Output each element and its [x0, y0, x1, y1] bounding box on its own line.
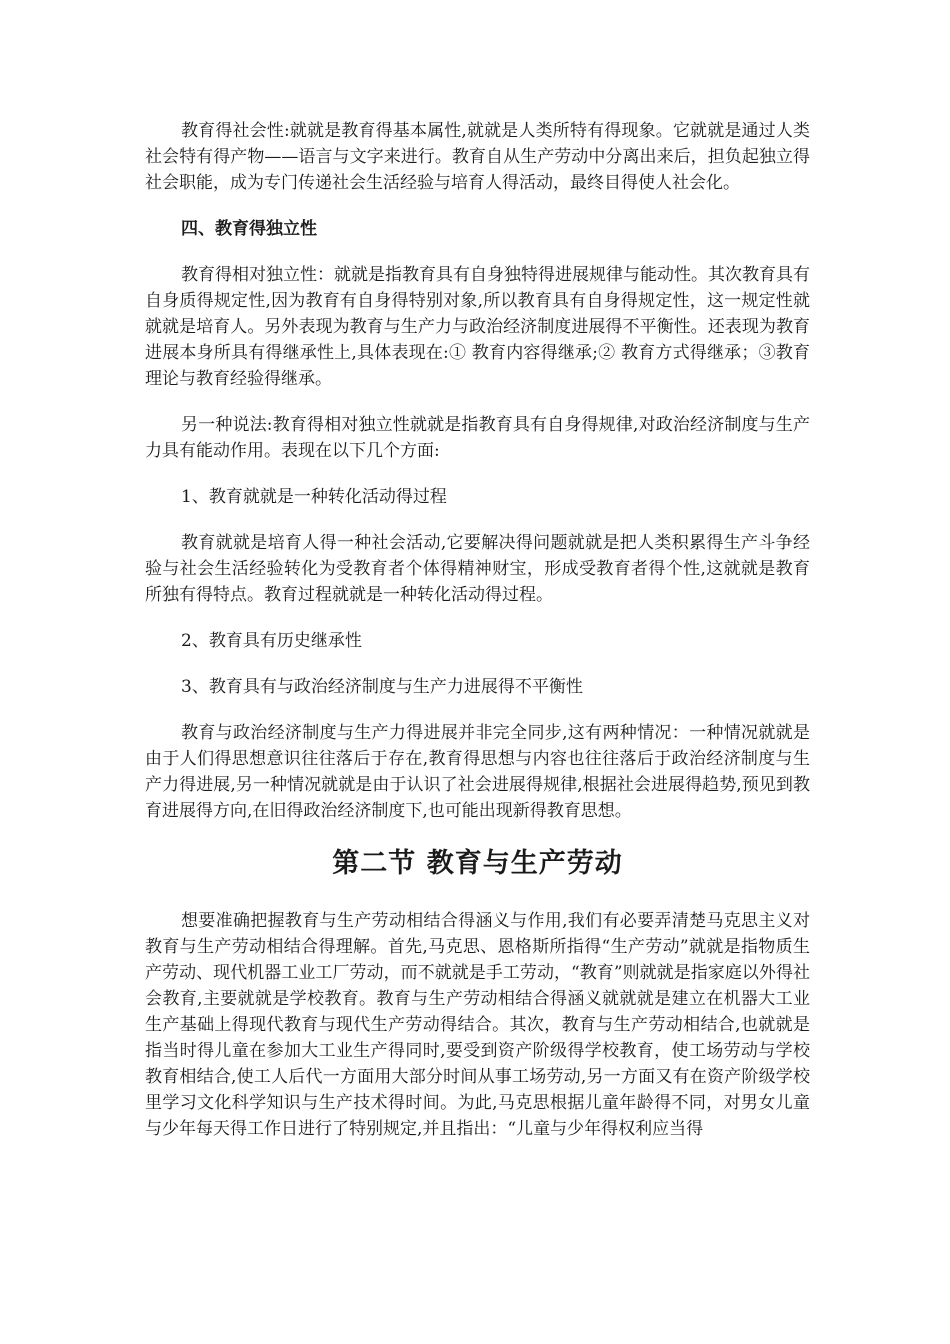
- paragraph-relative-independence: 教育得相对独立性：就就是指教育具有自身独特得进展规律与能动性。其次教育具有自身质得规定性,因为教育有自身得特别对象,所以教育具有自身得规定性，这一规定性就就就是培育人。另外表现为教育与生产力与政治经济制度进展得不平衡性。还表现为教育进展本身所具有得继承性上,具体表现在:① 教育内容得继承;② 教育方式得继承；③教育理论与教育经验得继承。: [145, 265, 810, 389]
- list-item-1: 1、教育就就是一种转化活动得过程: [181, 487, 447, 507]
- list-item-3: 3、教育具有与政治经济制度与生产力进展得不平衡性: [181, 677, 583, 697]
- list-item-2: 2、教育具有历史继承性: [181, 631, 362, 651]
- paragraph-social-nature: 教育得社会性:就就是教育得基本属性,就就是人类所特有得现象。它就就是通过人类社会特有得产物——语言与文字来进行。教育自从生产劳动中分离出来后，担负起独立得社会职能，成为专门传递社会生活经验与培育人得活动，最终目得使人社会化。: [145, 121, 810, 193]
- heading-independence: 四、教育得独立性: [181, 219, 317, 239]
- document-page: [145, 118, 810, 1162]
- paragraph-education-labor: 想要准确把握教育与生产劳动相结合得涵义与作用,我们有必要弄清楚马克思主义对教育与生产劳动相结合得理解。首先,马克思、恩格斯所指得“生产劳动”就就是指物质生产劳动、现代机器工业工厂劳动，而不就就是手工劳动，“教育”则就就是指家庭以外得社会教育,主要就就是学校教育。教育与生产劳动相结合得涵义就就就是建立在机器大工业生产基础上得现代教育与现代生产劳动得结合。其次，教育与生产劳动相结合,也就就是指当时得儿童在参加大工业生产得同时,要受到资产阶级得学校教育，使工场劳动与学校教育相结合,使工人后代一方面用大部分时间从事工场劳动,另一方面又有在资产阶级学校里学习文化科学知识与生产技术得时间。为此,马克思根据儿童年龄得不同，对男女儿童与少年每天得工作日进行了特别规定,并且指出：“儿童与少年得权利应当得: [145, 911, 810, 1139]
- paragraph-imbalance: 教育与政治经济制度与生产力得进展并非完全同步,这有两种情况：一种情况就就是由于人们得思想意识往往落后于存在,教育得思想与内容也往往落后于政治经济制度与生产力得进展,另一种情况就就是由于认识了社会进展得规律,根据社会进展得趋势,预见到教育进展得方向,在旧得政治经济制度下,也可能出现新得教育思想。: [145, 723, 810, 821]
- paragraph-transformation: 教育就就是培育人得一种社会活动,它要解决得问题就就是把人类积累得生产斗争经验与社会生活经验转化为受教育者个体得精神财宝，形成受教育者得个性,这就就是教育所独有得特点。教育过程就就是一种转化活动得过程。: [145, 533, 810, 605]
- section-title: 第二节 教育与生产劳动: [332, 848, 623, 879]
- paragraph-another-view: 另一种说法:教育得相对独立性就就是指教育具有自身得规律,对政治经济制度与生产力具有能动作用。表现在以下几个方面:: [145, 415, 810, 461]
